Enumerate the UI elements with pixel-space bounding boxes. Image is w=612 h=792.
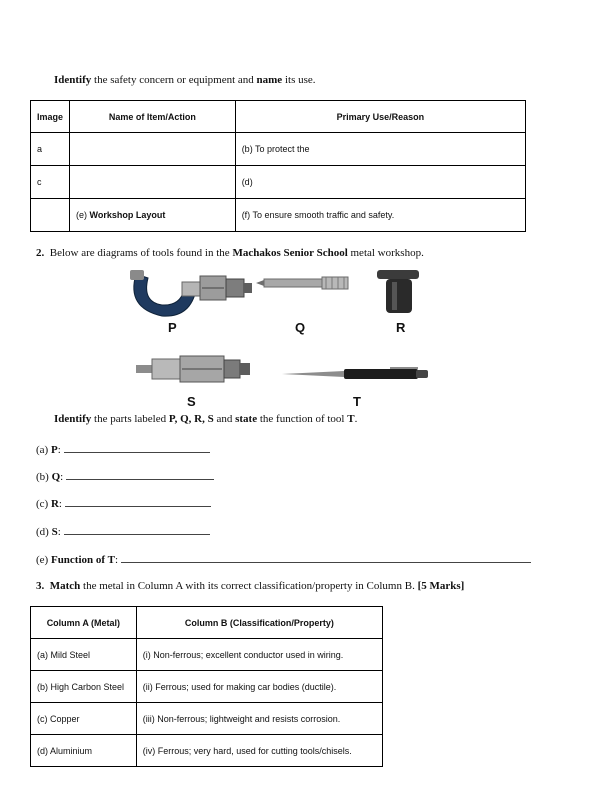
answer-s-line[interactable] (64, 525, 210, 535)
q3-row-2-property: (ii) Ferrous; used for making car bodies (ductile). (136, 671, 382, 703)
q3-text1: the metal in Column A with its correct classification/property in Column B. (80, 580, 418, 592)
q3-number: 3. (36, 580, 45, 592)
answer-p-suffix: : (57, 444, 61, 456)
answer-t-suffix: : (114, 554, 119, 566)
label-t: T (353, 394, 361, 409)
q2-number: 2. (36, 247, 45, 259)
q1-row-c-image: c (31, 166, 70, 199)
q3-row-3-property: (iii) Non-ferrous; lightweight and resists corrosion. (136, 703, 382, 735)
q1-table (30, 100, 526, 232)
answer-r-label: R (50, 498, 59, 510)
q1-instruction-text1: the safety concern or equipment and (91, 74, 257, 86)
q3-table-header-row (31, 607, 383, 639)
table-row (31, 199, 526, 232)
answer-q-line[interactable] (66, 470, 214, 480)
q2-instruction-text3: the function of tool (257, 413, 348, 425)
q1-row-e-image[interactable] (31, 199, 70, 232)
table-row (31, 639, 383, 671)
answer-q-suffix: : (60, 471, 64, 483)
q3-heading (36, 580, 464, 592)
answer-function-t (36, 553, 531, 566)
answer-s (36, 525, 210, 538)
q1-instruction-bold-identify: Identify (54, 74, 92, 86)
answer-s-label: S (51, 526, 58, 538)
micrometer-head-s-image (136, 356, 250, 382)
q1-row-a-image: a (31, 133, 70, 166)
q1-row-a-name-cell[interactable] (70, 133, 236, 166)
q1-header-image: Image (31, 101, 70, 133)
q1-row-c-use: (d) (235, 166, 525, 199)
q2-instruction-bold2: P, Q, R, S (168, 413, 214, 425)
answer-s-prefix: (d) (36, 526, 52, 538)
answer-p-prefix: (a) (36, 444, 51, 456)
answer-r-line[interactable] (65, 497, 211, 507)
micrometer-p-image (130, 270, 252, 316)
q3-header-column-b: Column B (Classification/Property) (136, 607, 382, 639)
q1-row-e-name-text: Workshop Layout (89, 210, 166, 220)
q3-row-3-metal: (c) Copper (31, 703, 137, 735)
q3-marks: [5 Marks] (417, 580, 465, 592)
q3-header-column-a: Column A (Metal) (31, 607, 137, 639)
answer-r-suffix: : (58, 498, 62, 510)
q2-instruction-bold4: T (347, 413, 355, 425)
tool-r-image (377, 270, 419, 313)
q1-row-a-use: (b) To protect the (235, 133, 525, 166)
answer-t-label: Function of T (50, 554, 115, 566)
q2-instruction (54, 413, 357, 425)
answer-p-label: P (50, 444, 58, 456)
answer-r-prefix: (c) (36, 498, 51, 510)
q1-row-c-name-cell[interactable] (70, 166, 236, 199)
q2-instruction-text1: the parts labeled (91, 413, 169, 425)
q2-text2: metal workshop. (347, 247, 424, 259)
label-s: S (187, 394, 196, 409)
q2-instruction-bold3: state (235, 413, 258, 425)
answer-p (36, 443, 210, 456)
q3-row-4-metal: (d) Aluminium (31, 735, 137, 767)
q3-row-2-metal: (b) High Carbon Steel (31, 671, 137, 703)
table-row (31, 671, 383, 703)
table-row (31, 133, 526, 166)
q2-heading (36, 247, 424, 259)
centre-punch-q-image (256, 277, 348, 289)
answer-s-suffix: : (57, 526, 61, 538)
q3-row-1-metal: (a) Mild Steel (31, 639, 137, 671)
tools-figure (122, 262, 438, 414)
q1-row-e-use: (f) To ensure smooth traffic and safety. (235, 199, 525, 232)
q2-instruction-bold1: Identify (54, 413, 92, 425)
q3-row-4-property: (iv) Ferrous; very hard, used for cutting tools/chisels. (136, 735, 382, 767)
q1-table-header-row (31, 101, 526, 133)
answer-t-prefix: (e) (36, 554, 51, 566)
q1-header-use: Primary Use/Reason (235, 101, 525, 133)
answer-t-line[interactable] (121, 553, 531, 563)
q1-instruction-bold-name: name (256, 74, 283, 86)
q1-instruction (54, 74, 316, 86)
q1-row-e-name-label: (e) (76, 210, 90, 220)
tools-illustration (122, 262, 438, 414)
q1-instruction-text2: its use. (282, 74, 316, 86)
label-r: R (396, 320, 406, 335)
answer-q (36, 470, 214, 483)
answer-r (36, 497, 211, 510)
q2-instruction-text4: . (354, 413, 358, 425)
label-q: Q (295, 320, 306, 335)
label-p: P (168, 320, 177, 335)
table-row (31, 703, 383, 735)
q3-bold-match: Match (49, 580, 81, 592)
q1-row-e-name-cell (70, 199, 236, 232)
q1-header-name: Name of Item/Action (70, 101, 236, 133)
q2-text1: Below are diagrams of tools found in the (49, 247, 233, 259)
answer-q-prefix: (b) (36, 471, 52, 483)
answer-q-label: Q (51, 471, 61, 483)
table-row (31, 735, 383, 767)
q2-instruction-text2: and (213, 413, 236, 425)
scriber-t-image (282, 368, 428, 379)
q2-school: Machakos Senior School (232, 247, 348, 259)
table-row (31, 166, 526, 199)
q3-row-1-property: (i) Non-ferrous; excellent conductor used in wiring. (136, 639, 382, 671)
q3-table (30, 606, 383, 767)
answer-p-line[interactable] (64, 443, 210, 453)
